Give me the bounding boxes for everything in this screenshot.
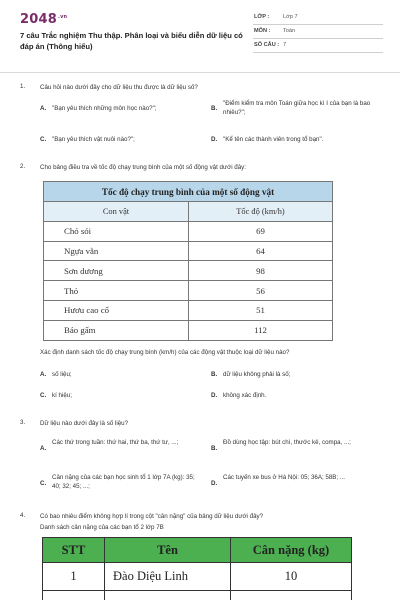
option-text: số liệu;	[52, 371, 72, 378]
question-text: Có bao nhiêu điểm không hợp lí trong cột "cân nặng" của bảng dữ liệu dưới đây?	[40, 513, 264, 520]
animal-name: Hươu cao cổ	[44, 300, 189, 320]
logo-suffix: .vn	[57, 13, 68, 20]
meta-class-value: Lớp 7	[283, 14, 298, 20]
document-meta	[253, 11, 383, 53]
animal-name: Chó sói	[44, 221, 189, 241]
option-letter: A.	[40, 371, 47, 378]
animal-name: Thỏ	[44, 281, 189, 301]
row-name-cut	[105, 591, 231, 600]
header-divider	[0, 72, 400, 73]
option-letter: B.	[211, 371, 218, 378]
option-text: "Kể tên các thành viên trong tổ bạn".	[223, 136, 324, 143]
option-text: "Bạn yêu thích vật nuôi nào?";	[52, 136, 135, 143]
option-text: "Bạn yêu thích những môn học nào?";	[52, 105, 157, 112]
row-name: Đào Diệu Linh	[105, 563, 231, 591]
option-letter: B.	[211, 105, 218, 112]
option-letter: C.	[40, 136, 47, 143]
animal-name: Sơn dương	[44, 261, 189, 281]
question-number: 2.	[20, 163, 26, 170]
question-number: 4.	[20, 512, 26, 519]
question-text: Dữ liệu nào dưới đây là số liệu?	[40, 420, 129, 427]
meta-count-row	[253, 39, 383, 53]
site-logo[interactable]	[20, 12, 67, 27]
meta-class-row	[253, 11, 383, 25]
table-row	[44, 221, 333, 241]
option-text: "Điểm kiểm tra môn Toán giữa học kì I của bạn là bao nhiêu?";	[223, 100, 371, 116]
option-letter: C.	[40, 392, 47, 399]
row-stt-cut	[43, 591, 105, 600]
question-text: Cho bảng điều tra về tốc độ chạy trung bình của một số động vật dưới đây:	[40, 164, 246, 171]
row-stt: 1	[43, 563, 105, 591]
speed-value: 56	[189, 281, 333, 301]
animal-name: Ngựa vằn	[44, 241, 189, 261]
meta-subject-row	[253, 25, 383, 39]
table-row	[44, 281, 333, 301]
option-letter: B.	[211, 445, 218, 452]
speed-value: 98	[189, 261, 333, 281]
column-header-weight: Cân nặng (kg)	[231, 538, 352, 563]
question-number: 1.	[20, 83, 26, 90]
row-weight: 10	[231, 563, 352, 591]
speed-value: 51	[189, 300, 333, 320]
question-2	[20, 163, 382, 175]
option-text: Các tuyến xe bus ở Hà Nội: 05; 36A; 58B; ...	[223, 474, 346, 481]
logo-text: 2048	[20, 12, 57, 27]
question-3	[20, 419, 382, 501]
weight-table	[42, 537, 352, 600]
option-letter: C.	[40, 480, 47, 487]
option-letter: A.	[40, 445, 47, 452]
question-number: 3.	[20, 419, 26, 426]
speed-value: 69	[189, 221, 333, 241]
option-text: kí hiệu;	[52, 392, 72, 399]
speed-value: 112	[189, 320, 333, 340]
option-text: Các thứ trong tuần: thứ hai, thứ ba, thứ tư, ...;	[52, 439, 179, 446]
meta-subject-label: MÔN :	[254, 28, 271, 34]
option-letter: D.	[211, 480, 218, 487]
question-subtext: Danh sách cân nặng của các bạn tổ 2 lớp 7B	[40, 524, 164, 531]
meta-subject-value: Toán	[283, 28, 296, 34]
animal-speed-table	[43, 181, 333, 341]
followup-text: Xác định danh sách tốc độ chạy trung bình (km/h) của các động vật thuộc loại dữ liệu nào?	[40, 349, 290, 356]
table-row	[44, 241, 333, 261]
table-row	[43, 563, 352, 591]
table-row	[44, 300, 333, 320]
meta-count-value: 7	[283, 42, 287, 48]
table-title: Tốc độ chạy trung bình của một số động vật	[44, 182, 333, 202]
question-4	[20, 512, 382, 534]
option-text: không xác định.	[223, 392, 267, 399]
column-header-speed: Tốc độ (km/h)	[189, 202, 333, 222]
speed-value: 64	[189, 241, 333, 261]
row-weight-cut	[231, 591, 352, 600]
option-text: Cân nặng của các bạn học sinh tổ 1 lớp 7A (kg): 35; 40; 32; 45; ...;	[52, 474, 195, 490]
option-letter: D.	[211, 392, 218, 399]
animal-name: Báo gấm	[44, 320, 189, 340]
column-header-stt: STT	[43, 538, 105, 563]
meta-count-label: SỐ CÂU :	[254, 42, 280, 48]
meta-class-label: LỚP :	[254, 14, 270, 20]
question-1	[20, 83, 382, 153]
question-text: Câu hỏi nào dưới đây cho dữ liệu thu được là dữ liệu số?	[40, 84, 198, 91]
column-header-name: Tên	[105, 538, 231, 563]
option-letter: D.	[211, 136, 218, 143]
option-letter: A.	[40, 105, 47, 112]
document-title: 7 câu Trắc nghiệm Thu thập. Phân loại và biểu diễn dữ liệu có đáp án (Thông hiểu)	[20, 31, 243, 51]
question-2-followup	[20, 348, 382, 403]
table-row	[44, 261, 333, 281]
column-header-animal: Con vật	[44, 202, 189, 222]
table-row	[44, 320, 333, 340]
table-row	[43, 591, 352, 600]
option-text: dữ liệu không phải là số;	[223, 371, 291, 378]
option-text: Đồ dùng học tập: bút chì, thước kẻ, compa, ...;	[223, 439, 351, 446]
document-header	[0, 0, 400, 74]
